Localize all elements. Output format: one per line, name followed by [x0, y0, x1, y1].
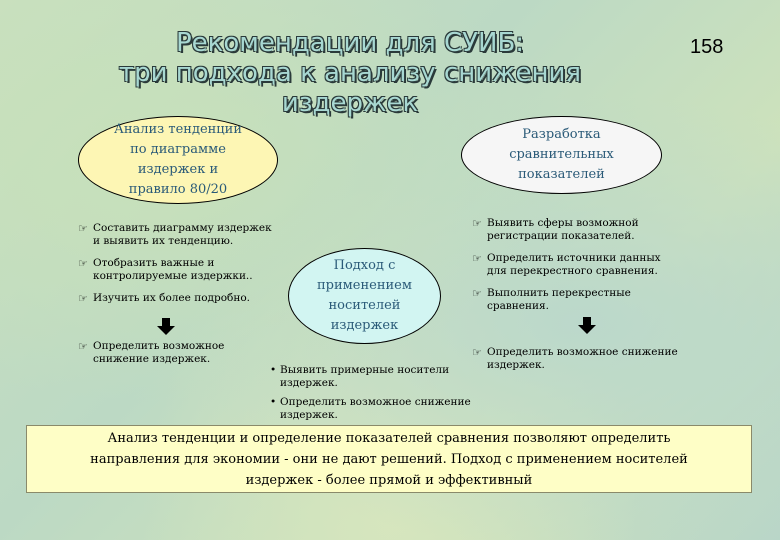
pointing-hand-icon: ☞: [472, 217, 482, 230]
list-item: • Выявить примерные носители издержек.: [270, 364, 450, 389]
comparative-indicators-ellipse: [461, 116, 662, 194]
trend-analysis-ellipse: [78, 116, 278, 204]
page-number: 158: [690, 36, 724, 58]
list-item: ☞ Отобразить важные и контролируемые издержки..: [78, 257, 253, 282]
ellipse-line: Подход с: [333, 258, 396, 273]
pointing-hand-icon: ☞: [78, 340, 88, 353]
pointing-hand-icon: ☞: [78, 222, 88, 235]
pointing-hand-icon: ☞: [78, 257, 88, 270]
list-item: ☞ Выявить сферы возможной регистрации показателей.: [472, 217, 639, 242]
left-result: [78, 340, 278, 375]
ellipse-line: по диаграмме: [130, 142, 226, 157]
conclusion-line: Анализ тенденции и определение показателей сравнения позволяют определить: [107, 430, 671, 446]
conclusion-line: издержек - более прямой и эффективный: [245, 472, 533, 488]
down-arrow-icon: [583, 317, 591, 325]
list-item: ☞ Определить возможное снижение издержек.: [472, 346, 678, 371]
ellipse-line: издержек: [330, 318, 399, 333]
list-item: ☞ Выполнить перекрестные сравнения.: [472, 287, 631, 312]
conclusion-box: [26, 425, 752, 493]
ellipse-line: носителей: [328, 298, 401, 313]
conclusion-line: направления для экономии - они не дают решений. Подход с применением носителей: [90, 451, 688, 467]
title-line-2: три подхода к анализу снижения издержек: [118, 58, 582, 118]
slide-title: [60, 28, 640, 118]
ellipse-line: применением: [317, 278, 412, 293]
down-arrow-icon: [162, 318, 170, 326]
pointing-hand-icon: ☞: [472, 346, 482, 359]
right-steps-list: [472, 217, 712, 322]
center-steps-list: [270, 364, 510, 431]
ellipse-line: издержек и: [137, 162, 219, 177]
pointing-hand-icon: ☞: [472, 252, 482, 265]
ellipse-line: Анализ тенденции: [113, 122, 242, 137]
list-item: ☞ Определить источники данных для перекрестного сравнения.: [472, 252, 661, 277]
bullet-icon: •: [270, 396, 277, 408]
pointing-hand-icon: ☞: [78, 292, 88, 305]
ellipse-line: правило 80/20: [128, 182, 228, 197]
left-steps-list: [78, 222, 298, 314]
ellipse-line: показателей: [518, 167, 605, 182]
bullet-icon: •: [270, 364, 277, 376]
list-item: • Определить возможное снижение издержек.: [270, 396, 471, 421]
pointing-hand-icon: ☞: [472, 287, 482, 300]
title-line-1: Рекомендации для СУИБ:: [175, 28, 525, 58]
ellipse-line: Разработка: [522, 127, 601, 142]
ellipse-line: сравнительных: [509, 147, 614, 162]
list-item: ☞ Определить возможное снижение издержек.: [78, 340, 225, 365]
list-item: ☞ Составить диаграмму издержек и выявить их тенденцию.: [78, 222, 272, 247]
cost-drivers-ellipse: [288, 248, 441, 344]
list-item: ☞ Изучить их более подробно.: [78, 292, 251, 305]
